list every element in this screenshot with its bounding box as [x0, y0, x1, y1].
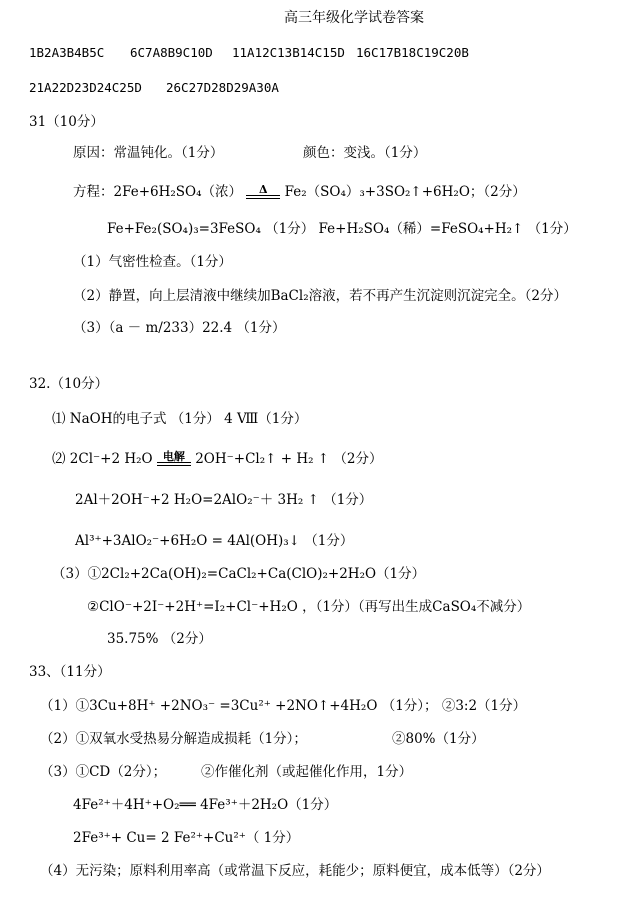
- q32-part-3: （3）①2Cl₂+2Ca(OH)₂=CaCl₂+Ca(ClO)₂+2H₂O（1分）: [52, 566, 426, 582]
- q32-part-3-percent: 35.75% （2分）: [107, 631, 212, 647]
- q33-part-3-equation-1: 4Fe²⁺＋4H⁺+O₂══ 4Fe³⁺＋2H₂O（1分）: [73, 797, 338, 813]
- q31-part-1: （1）气密性检查。（1分）: [73, 254, 232, 270]
- q31-equation-2: Fe+Fe₂(SO₄)₃=3FeSO₄ （1分） Fe+H₂SO₄（稀）=FeSO₄+H₂↑ （1分）: [107, 221, 577, 237]
- q32-part-3-hypochlorite: ②ClO⁻+2I⁻+2H⁺=I₂+Cl⁻+H₂O ，（1分）（再写出生成CaSO₄不减分）: [87, 599, 531, 615]
- q33-part-3-a: （3）①CD（2分）；: [40, 764, 167, 780]
- q32-part-2-aluminum: 2Al＋2OH⁻+2 H₂O=2AlO₂⁻＋ 3H₂ ↑ （1分）: [75, 492, 373, 508]
- q33-part-1: （1）①3Cu+8H⁺ +2NO₃⁻ =3Cu²⁺ +2NO↑+4H₂O （1分）； ②3:2（1分）: [40, 698, 527, 714]
- choice-answers-16-20: 16C17B18C19C20B: [356, 45, 469, 60]
- q31-equation-1: [73, 183, 526, 201]
- q32-header: 32.（10分）: [29, 376, 109, 392]
- electrolysis-condition: [157, 452, 191, 466]
- choice-answers-1-5: 1B2A3B4B5C: [29, 45, 105, 60]
- q31-color: 颜色：变浅。（1分）: [303, 145, 427, 161]
- q32-part-1: ⑴ NaOH的电子式 （1分） 4 Ⅷ（1分）: [52, 411, 308, 427]
- heat-symbol: Δ: [259, 183, 268, 196]
- choice-answers-6-10: 6C7A8B9C10D: [130, 45, 213, 60]
- choice-answers-11-15: 11A12C13B14C15D: [232, 45, 345, 60]
- q33-header: 33、（11分）: [29, 664, 111, 680]
- q31-reason: 原因：常温钝化。（1分）: [73, 145, 224, 161]
- q31-header: 31（10分）: [29, 114, 104, 130]
- q33-part-2-b: ②80%（1分）: [392, 731, 485, 747]
- choice-answers-21-25: 21A22D23D24C25D: [29, 80, 142, 95]
- q33-part-3-b: ②作催化剂（或起催化作用，1分）: [201, 764, 413, 780]
- q31-part-2: （2）静置，向上层清液中继续加BaCl₂溶液，若不再产生沉淀则沉淀完全。（2分）: [73, 288, 567, 304]
- q31-eq1-products: Fe₂（SO₄）₃+3SO₂↑+6H₂O；（2分）: [284, 184, 526, 200]
- q31-eq1-reactants: 方程：2Fe+6H₂SO₄（浓）: [73, 184, 243, 200]
- choice-answers-26-30: 26C27D28D29A30A: [166, 80, 279, 95]
- q32-part-2-aluminate: Al³⁺+3AlO₂⁻+6H₂O = 4Al(OH)₃↓ （1分）: [75, 533, 354, 549]
- q31-part-3: （3）（a － m/233）22.4 （1分）: [73, 320, 286, 336]
- q33-part-3-equation-2: 2Fe³⁺+ Cu= 2 Fe²⁺+Cu²⁺（ 1分）: [73, 830, 300, 846]
- page-title: 高三年级化学试卷答案: [284, 10, 424, 26]
- q32-part-2-electrolysis: [52, 450, 383, 468]
- q33-part-2-a: （2）①双氧水受热易分解造成损耗（1分）；: [40, 731, 307, 747]
- electrolysis-label: 电解: [162, 450, 185, 463]
- q32-p2-reactants: ⑵ 2Cl⁻+2 H₂O: [52, 451, 153, 467]
- heating-condition: [246, 185, 280, 199]
- q32-p2-products: 2OH⁻+Cl₂↑ + H₂ ↑ （2分）: [195, 451, 383, 467]
- q33-part-4: （4）无污染；原料利用率高（或常温下反应，耗能少；原料便宜，成本低等）（2分）: [40, 863, 550, 879]
